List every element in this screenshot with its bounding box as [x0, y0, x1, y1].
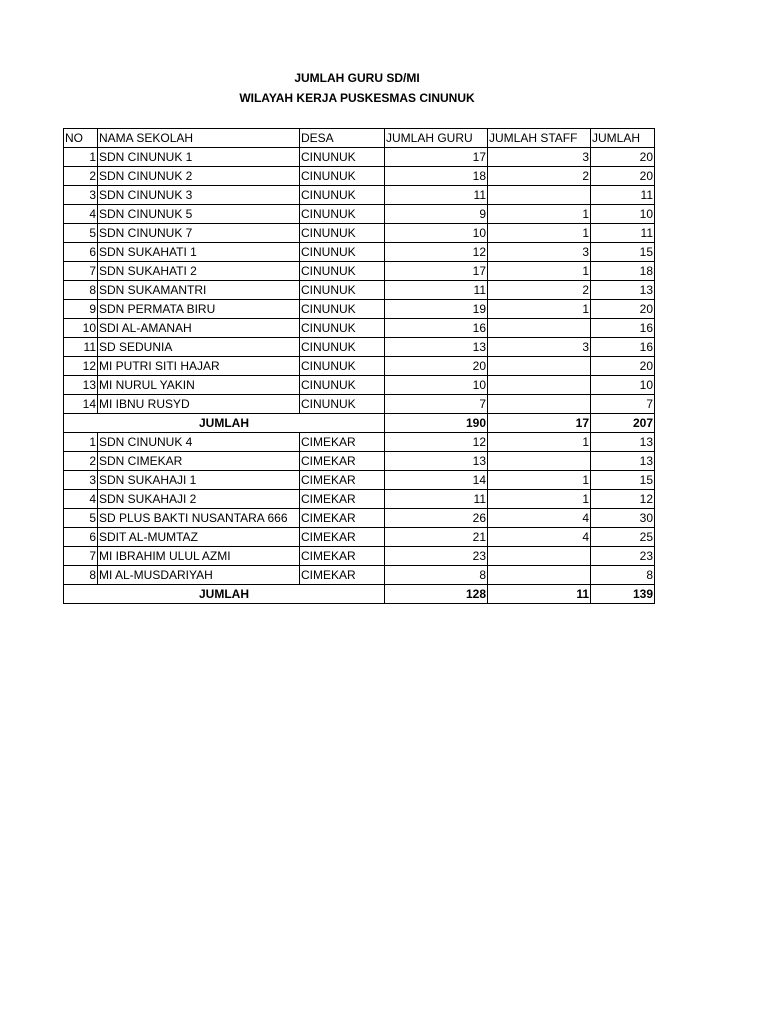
cell-desa[interactable]: CIMEKAR	[300, 452, 385, 471]
cell-no[interactable]: 11	[64, 338, 98, 357]
table-header-row	[64, 129, 655, 148]
cell-jumlah[interactable]: 30	[591, 509, 655, 528]
cell-no[interactable]: 5	[64, 509, 98, 528]
table-row	[64, 262, 655, 281]
cell-desa[interactable]: CINUNUK	[300, 319, 385, 338]
cell-nama-sekolah[interactable]: SDN SUKAMANTRI	[98, 281, 300, 300]
cell-jumlah-staff[interactable]: 2	[488, 281, 591, 300]
cell-jumlah-staff[interactable]: 4	[488, 528, 591, 547]
cell-jumlah[interactable]: 12	[591, 490, 655, 509]
cell-jumlah-guru[interactable]: 12	[385, 433, 488, 452]
cell-desa[interactable]: CINUNUK	[300, 224, 385, 243]
table-row	[64, 490, 655, 509]
table-row	[64, 186, 655, 205]
total-jumlah[interactable]: 139	[591, 585, 655, 604]
cell-jumlah-staff[interactable]: 3	[488, 338, 591, 357]
table-row	[64, 300, 655, 319]
cell-jumlah-staff[interactable]: 3	[488, 243, 591, 262]
table-row	[64, 433, 655, 452]
cell-jumlah-guru[interactable]: 26	[385, 509, 488, 528]
cell-desa[interactable]: CINUNUK	[300, 376, 385, 395]
cell-no[interactable]: 12	[64, 357, 98, 376]
total-jumlah-guru[interactable]: 190	[385, 414, 488, 433]
table-row	[64, 452, 655, 471]
cell-jumlah[interactable]: 13	[591, 281, 655, 300]
total-label[interactable]: JUMLAH	[64, 414, 385, 433]
cell-no[interactable]: 1	[64, 433, 98, 452]
cell-jumlah-staff[interactable]	[488, 566, 591, 585]
cell-jumlah-staff[interactable]: 1	[488, 433, 591, 452]
cell-jumlah-guru[interactable]: 19	[385, 300, 488, 319]
cell-nama-sekolah[interactable]: SDN SUKAHAJI 1	[98, 471, 300, 490]
cell-desa[interactable]: CINUNUK	[300, 281, 385, 300]
table-row	[64, 547, 655, 566]
cell-nama-sekolah[interactable]: MI PUTRI SITI HAJAR	[98, 357, 300, 376]
cell-jumlah-guru[interactable]: 20	[385, 357, 488, 376]
cell-jumlah-guru[interactable]: 17	[385, 262, 488, 281]
cell-jumlah-guru[interactable]: 21	[385, 528, 488, 547]
cell-nama-sekolah[interactable]: MI IBRAHIM ULUL AZMI	[98, 547, 300, 566]
cell-no[interactable]: 7	[64, 262, 98, 281]
cell-no[interactable]: 6	[64, 243, 98, 262]
cell-jumlah[interactable]: 25	[591, 528, 655, 547]
title-line-1: JUMLAH GURU SD/MI	[294, 71, 420, 85]
cell-nama-sekolah[interactable]: SDN CINUNUK 1	[98, 148, 300, 167]
cell-nama-sekolah[interactable]: SD SEDUNIA	[98, 338, 300, 357]
cell-jumlah-staff[interactable]: 1	[488, 300, 591, 319]
cell-jumlah[interactable]: 10	[591, 376, 655, 395]
header-no[interactable]: NO	[64, 129, 98, 148]
cell-jumlah[interactable]: 16	[591, 319, 655, 338]
cell-nama-sekolah[interactable]: SDN CINUNUK 3	[98, 186, 300, 205]
cell-jumlah-staff[interactable]: 1	[488, 224, 591, 243]
cell-jumlah-guru[interactable]: 10	[385, 224, 488, 243]
cell-desa[interactable]: CIMEKAR	[300, 471, 385, 490]
cell-jumlah[interactable]: 20	[591, 167, 655, 186]
table-row	[64, 319, 655, 338]
cell-no[interactable]: 8	[64, 281, 98, 300]
table-row	[64, 509, 655, 528]
cell-no[interactable]: 3	[64, 186, 98, 205]
cell-desa[interactable]: CINUNUK	[300, 167, 385, 186]
cell-jumlah-staff[interactable]: 1	[488, 471, 591, 490]
header-nama-sekolah[interactable]: NAMA SEKOLAH	[98, 129, 300, 148]
cell-jumlah[interactable]: 23	[591, 547, 655, 566]
cell-no[interactable]: 1	[64, 148, 98, 167]
total-row	[64, 414, 655, 433]
cell-no[interactable]: 8	[64, 566, 98, 585]
total-label[interactable]: JUMLAH	[64, 585, 385, 604]
cell-jumlah[interactable]: 11	[591, 186, 655, 205]
cell-jumlah[interactable]: 20	[591, 148, 655, 167]
table-row	[64, 528, 655, 547]
cell-nama-sekolah[interactable]: SDI AL-AMANAH	[98, 319, 300, 338]
cell-jumlah-guru[interactable]: 18	[385, 167, 488, 186]
header-jumlah[interactable]: JUMLAH	[591, 129, 655, 148]
table-row	[64, 148, 655, 167]
table-body	[64, 148, 655, 604]
cell-jumlah[interactable]: 18	[591, 262, 655, 281]
cell-jumlah-staff[interactable]	[488, 547, 591, 566]
cell-jumlah-staff[interactable]: 3	[488, 148, 591, 167]
cell-desa[interactable]: CINUNUK	[300, 395, 385, 414]
cell-nama-sekolah[interactable]: SDN CINUNUK 4	[98, 433, 300, 452]
cell-jumlah-guru[interactable]: 12	[385, 243, 488, 262]
cell-desa[interactable]: CINUNUK	[300, 262, 385, 281]
cell-desa[interactable]: CINUNUK	[300, 148, 385, 167]
table-row	[64, 243, 655, 262]
cell-desa[interactable]: CINUNUK	[300, 186, 385, 205]
header-jumlah-guru[interactable]: JUMLAH GURU	[385, 129, 488, 148]
header-jumlah-staff[interactable]: JUMLAH STAFF	[488, 129, 591, 148]
cell-jumlah-staff[interactable]: 1	[488, 205, 591, 224]
table-row	[64, 167, 655, 186]
document-title	[63, 68, 651, 108]
cell-desa[interactable]: CINUNUK	[300, 338, 385, 357]
cell-desa[interactable]: CIMEKAR	[300, 509, 385, 528]
cell-jumlah-guru[interactable]: 10	[385, 376, 488, 395]
total-jumlah-guru[interactable]: 128	[385, 585, 488, 604]
cell-jumlah[interactable]: 13	[591, 433, 655, 452]
cell-desa[interactable]: CIMEKAR	[300, 490, 385, 509]
cell-no[interactable]: 5	[64, 224, 98, 243]
table-row	[64, 376, 655, 395]
cell-jumlah[interactable]: 16	[591, 338, 655, 357]
table-row	[64, 338, 655, 357]
table-row	[64, 566, 655, 585]
cell-jumlah-staff[interactable]: 4	[488, 509, 591, 528]
cell-no[interactable]: 10	[64, 319, 98, 338]
total-jumlah[interactable]: 207	[591, 414, 655, 433]
cell-nama-sekolah[interactable]: SDN SUKAHATI 1	[98, 243, 300, 262]
cell-nama-sekolah[interactable]: SDN CINUNUK 5	[98, 205, 300, 224]
cell-desa[interactable]: CINUNUK	[300, 357, 385, 376]
cell-no[interactable]: 2	[64, 452, 98, 471]
cell-nama-sekolah[interactable]: MI AL-MUSDARIYAH	[98, 566, 300, 585]
cell-jumlah-guru[interactable]: 8	[385, 566, 488, 585]
cell-jumlah-staff[interactable]: 1	[488, 262, 591, 281]
cell-jumlah-staff[interactable]	[488, 452, 591, 471]
cell-no[interactable]: 7	[64, 547, 98, 566]
cell-jumlah-staff[interactable]	[488, 395, 591, 414]
cell-nama-sekolah[interactable]: SDN PERMATA BIRU	[98, 300, 300, 319]
cell-jumlah-guru[interactable]: 11	[385, 281, 488, 300]
cell-jumlah-guru[interactable]: 9	[385, 205, 488, 224]
cell-jumlah[interactable]: 13	[591, 452, 655, 471]
cell-jumlah-guru[interactable]: 11	[385, 490, 488, 509]
cell-desa[interactable]: CIMEKAR	[300, 433, 385, 452]
teacher-count-table	[63, 128, 655, 604]
table-row	[64, 357, 655, 376]
total-row	[64, 585, 655, 604]
cell-nama-sekolah[interactable]: MI IBNU RUSYD	[98, 395, 300, 414]
table-row	[64, 281, 655, 300]
table-row	[64, 205, 655, 224]
cell-desa[interactable]: CIMEKAR	[300, 566, 385, 585]
cell-jumlah-staff[interactable]: 1	[488, 490, 591, 509]
cell-jumlah-staff[interactable]	[488, 357, 591, 376]
cell-jumlah-guru[interactable]: 7	[385, 395, 488, 414]
cell-jumlah[interactable]: 7	[591, 395, 655, 414]
cell-jumlah[interactable]: 15	[591, 243, 655, 262]
cell-desa[interactable]: CINUNUK	[300, 300, 385, 319]
total-jumlah-staff[interactable]: 17	[488, 414, 591, 433]
cell-no[interactable]: 3	[64, 471, 98, 490]
cell-no[interactable]: 13	[64, 376, 98, 395]
cell-jumlah-guru[interactable]: 16	[385, 319, 488, 338]
table-row	[64, 395, 655, 414]
cell-no[interactable]: 4	[64, 490, 98, 509]
cell-jumlah-staff[interactable]: 2	[488, 167, 591, 186]
cell-nama-sekolah[interactable]: SDN CINUNUK 7	[98, 224, 300, 243]
cell-jumlah-guru[interactable]: 11	[385, 186, 488, 205]
cell-jumlah[interactable]: 20	[591, 300, 655, 319]
cell-nama-sekolah[interactable]: SDN CINUNUK 2	[98, 167, 300, 186]
cell-nama-sekolah[interactable]: SDIT AL-MUMTAZ	[98, 528, 300, 547]
cell-jumlah-staff[interactable]	[488, 319, 591, 338]
cell-no[interactable]: 4	[64, 205, 98, 224]
cell-jumlah[interactable]: 10	[591, 205, 655, 224]
cell-nama-sekolah[interactable]: SDN SUKAHAJI 2	[98, 490, 300, 509]
cell-desa[interactable]: CINUNUK	[300, 243, 385, 262]
cell-nama-sekolah[interactable]: SDN CIMEKAR	[98, 452, 300, 471]
cell-jumlah-guru[interactable]: 13	[385, 338, 488, 357]
cell-nama-sekolah[interactable]: SD PLUS BAKTI NUSANTARA 666	[98, 509, 300, 528]
cell-jumlah[interactable]: 11	[591, 224, 655, 243]
header-desa[interactable]: DESA	[300, 129, 385, 148]
cell-jumlah[interactable]: 15	[591, 471, 655, 490]
cell-jumlah-staff[interactable]	[488, 186, 591, 205]
cell-no[interactable]: 9	[64, 300, 98, 319]
cell-no[interactable]: 2	[64, 167, 98, 186]
total-jumlah-staff[interactable]: 11	[488, 585, 591, 604]
cell-desa[interactable]: CIMEKAR	[300, 547, 385, 566]
table-row	[64, 224, 655, 243]
title-line-2: WILAYAH KERJA PUSKESMAS CINUNUK	[239, 91, 475, 105]
cell-jumlah-guru[interactable]: 17	[385, 148, 488, 167]
table-row	[64, 471, 655, 490]
cell-no[interactable]: 6	[64, 528, 98, 547]
cell-jumlah-staff[interactable]	[488, 376, 591, 395]
cell-jumlah-guru[interactable]: 14	[385, 471, 488, 490]
cell-desa[interactable]: CIMEKAR	[300, 528, 385, 547]
cell-jumlah[interactable]: 20	[591, 357, 655, 376]
cell-jumlah-guru[interactable]: 23	[385, 547, 488, 566]
cell-no[interactable]: 14	[64, 395, 98, 414]
cell-jumlah[interactable]: 8	[591, 566, 655, 585]
cell-desa[interactable]: CINUNUK	[300, 205, 385, 224]
cell-jumlah-guru[interactable]: 13	[385, 452, 488, 471]
cell-nama-sekolah[interactable]: MI NURUL YAKIN	[98, 376, 300, 395]
cell-nama-sekolah[interactable]: SDN SUKAHATI 2	[98, 262, 300, 281]
